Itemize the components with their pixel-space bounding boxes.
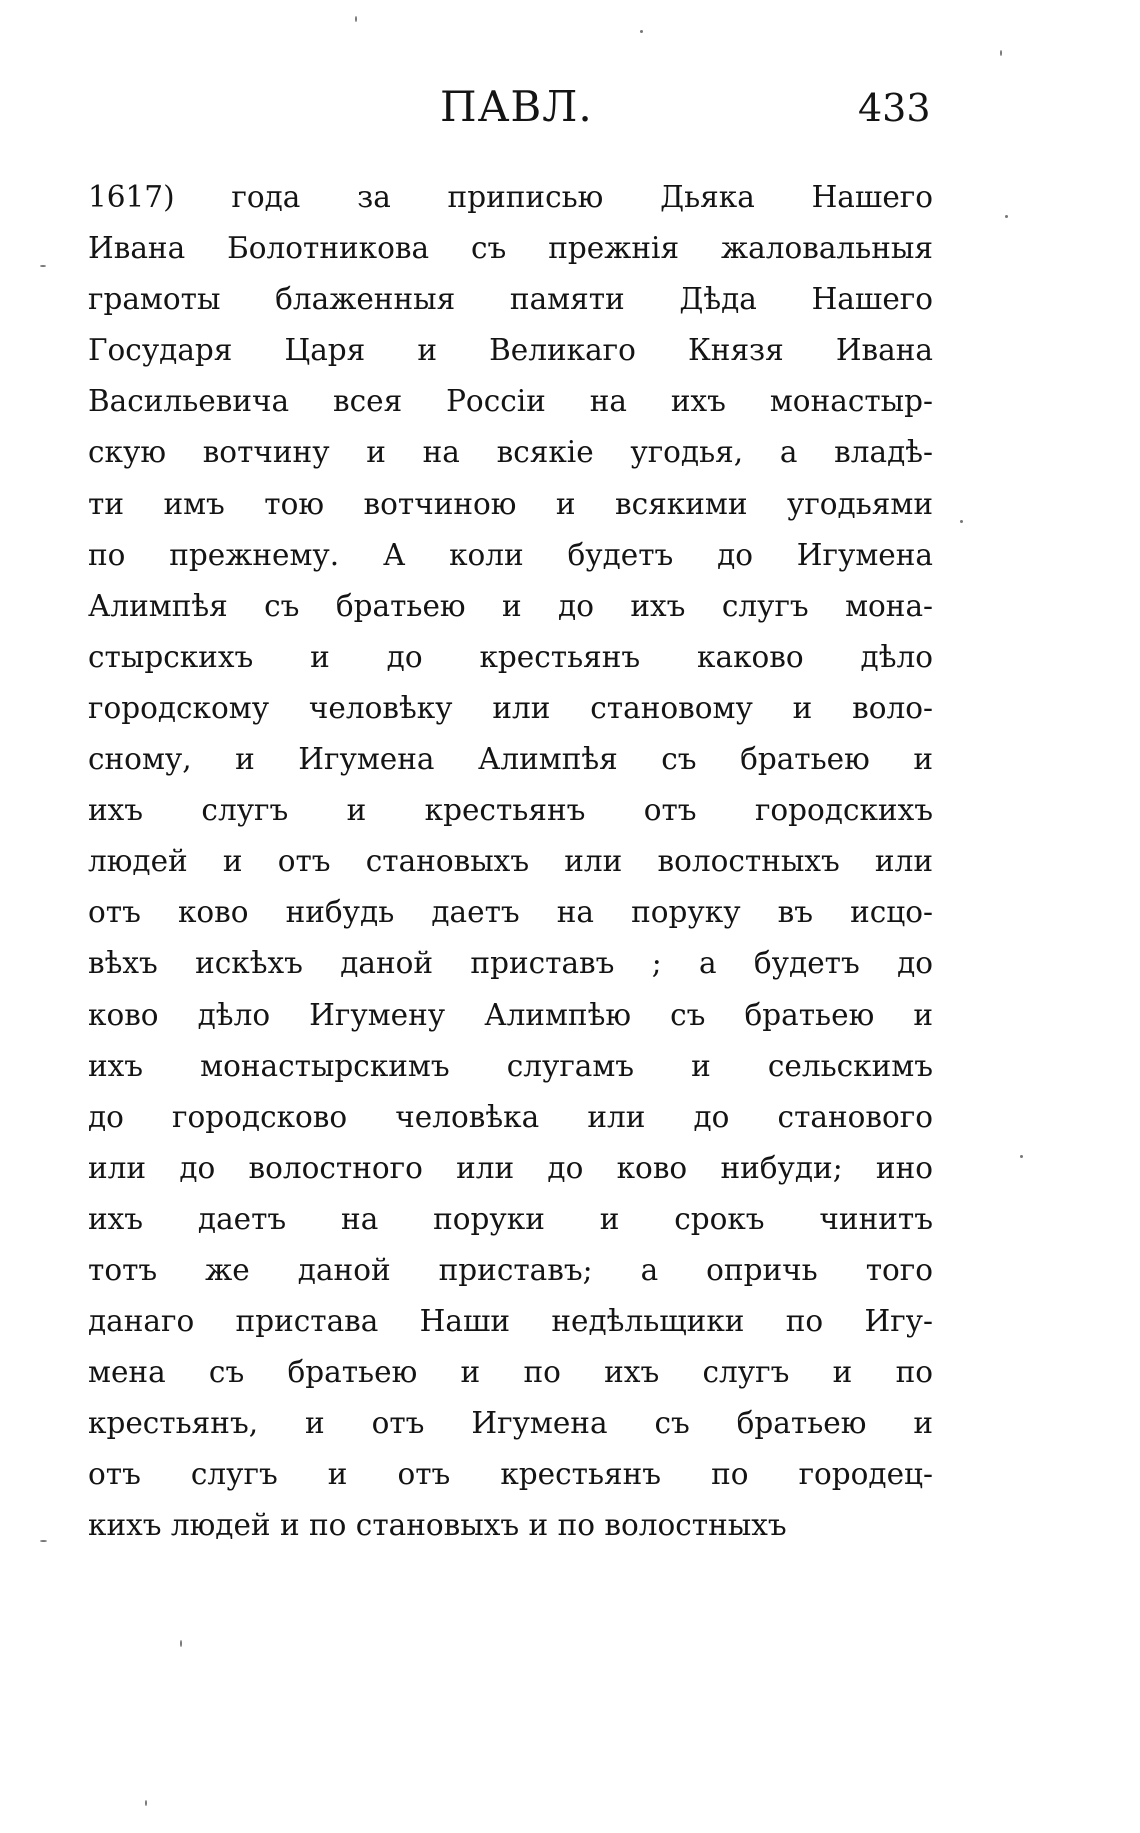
running-title: ПАВЛ. <box>440 82 593 131</box>
print-speck <box>40 265 46 267</box>
print-speck <box>640 30 643 33</box>
text-line: Ивана Болотникова съ прежнія жаловальныя <box>88 231 933 266</box>
print-speck <box>180 1640 182 1647</box>
text-line: Государя Царя и Великаго Князя Ивана <box>88 333 933 368</box>
text-line: грамоты блаженныя памяти Дѣда Нашего <box>88 282 933 317</box>
page-header <box>0 82 1140 142</box>
text-line: скую вотчину и на всякіе угодья, а владѣ- <box>88 435 933 470</box>
print-speck <box>1000 50 1002 56</box>
text-line: отъ ково нибудь даетъ на поруку въ исцо- <box>88 895 933 930</box>
text-line: данаго пристава Наши недѣльщики по Игу- <box>88 1304 933 1339</box>
text-line: кихъ людей и по становыхъ и по волостныхъ <box>88 1508 787 1543</box>
page-number: 433 <box>858 86 931 130</box>
print-speck <box>1005 215 1008 218</box>
text-line: мена съ братьею и по ихъ слугъ и по <box>88 1355 933 1390</box>
text-line: Алимпѣя съ братьею и до ихъ слугъ мона- <box>88 588 933 623</box>
text-line: вѣхъ искѣхъ даной приставъ ; а будетъ до <box>88 946 933 981</box>
text-line: отъ слугъ и отъ крестьянъ по городец- <box>88 1457 933 1492</box>
text-line: Васильевича всея Россіи на ихъ монастыр- <box>88 384 933 419</box>
text-line: людей и отъ становыхъ или волостныхъ или <box>88 844 933 879</box>
text-line: ихъ слугъ и крестьянъ отъ городскихъ <box>88 793 933 828</box>
text-line: или до волостного или до ково нибуди; ино <box>88 1150 933 1185</box>
text-line: по прежнему. А коли будетъ до Игумена <box>88 537 933 572</box>
print-speck <box>40 1540 47 1542</box>
print-speck <box>145 1800 147 1806</box>
text-line: стырскихъ и до крестьянъ каково дѣло <box>88 639 933 674</box>
text-line: крестьянъ, и отъ Игумена съ братьею и <box>88 1406 933 1441</box>
text-line: 1617) года за приписью Дьяка Нашего <box>88 180 933 214</box>
print-speck <box>1020 1155 1023 1158</box>
text-line: ихъ монастырскимъ слугамъ и сельскимъ <box>88 1048 933 1083</box>
text-line: тотъ же даной приставъ; а опричь того <box>88 1252 933 1287</box>
text-line: городскому человѣку или становому и воло- <box>88 690 933 725</box>
text-line: ково дѣло Игумену Алимпѣю съ братьею и <box>88 997 933 1032</box>
text-line: до городсково человѣка или до станового <box>88 1099 933 1134</box>
body-text <box>88 172 933 1552</box>
text-line: сному, и Игумена Алимпѣя съ братьею и <box>88 742 933 777</box>
print-speck <box>355 16 357 22</box>
print-speck <box>960 520 963 523</box>
text-line: ихъ даетъ на поруки и срокъ чинитъ <box>88 1201 933 1236</box>
text-line: ти имъ тою вотчиною и всякими угодьями <box>88 486 933 521</box>
